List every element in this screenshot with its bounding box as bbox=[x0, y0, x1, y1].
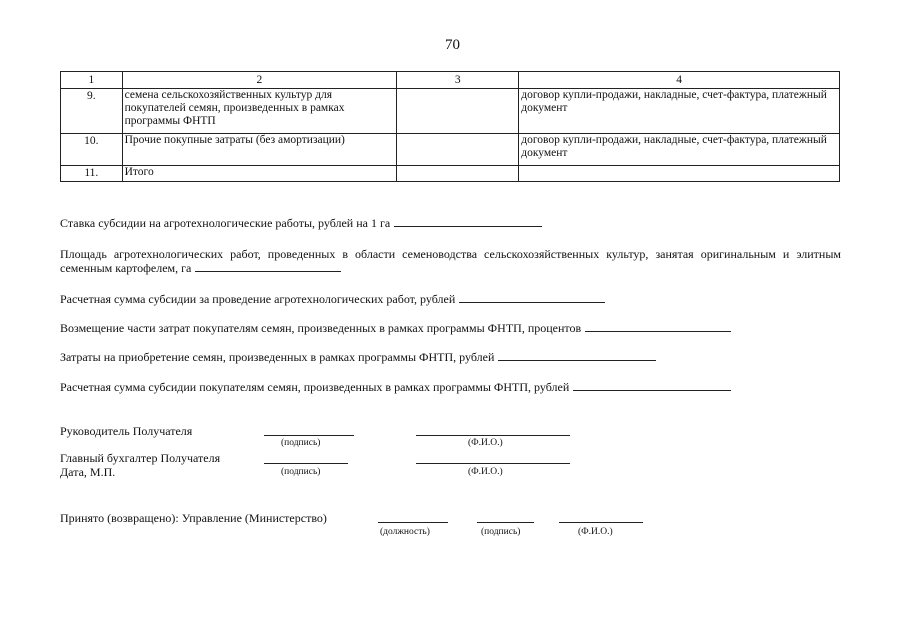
table-header-cell: 3 bbox=[397, 72, 519, 89]
seed-costs-blank[interactable] bbox=[498, 350, 656, 361]
calc-agro-field bbox=[60, 292, 605, 307]
head-name-caption: (Ф.И.О.) bbox=[468, 438, 503, 448]
table-row bbox=[61, 89, 840, 134]
calc-agro-label: Расчетная сумма субсидии за проведение агротехнологических работ, рублей bbox=[60, 292, 456, 306]
page-number: 70 bbox=[445, 37, 460, 53]
accepted-name-line[interactable] bbox=[559, 522, 643, 523]
row-name: семена сельскохозяйственных культур для покупателей семян, произведенных в рамках программы ФНТП bbox=[122, 89, 397, 134]
accountant-signature-caption: (подпись) bbox=[281, 467, 321, 477]
table-header-cell: 4 bbox=[519, 72, 840, 89]
table-header-cell: 1 bbox=[61, 72, 123, 89]
calc-agro-blank[interactable] bbox=[459, 292, 605, 303]
row-value bbox=[397, 89, 519, 134]
row-value bbox=[397, 166, 519, 182]
row-name: Прочие покупные затраты (без амортизации) bbox=[122, 134, 397, 166]
calc-buyers-field bbox=[60, 380, 731, 395]
calc-buyers-blank[interactable] bbox=[573, 380, 731, 391]
accountant-label: Главный бухгалтер Получателя bbox=[60, 451, 221, 465]
calc-buyers-label: Расчетная сумма субсидии покупателям семян, произведенных в рамках программы ФНТП, рублей bbox=[60, 380, 570, 394]
row-docs bbox=[519, 166, 840, 182]
area-label: Площадь агротехнологических работ, проведенных в области семеноводства сельскохозяйственных культур, занятая оригинальным и элитным семенным картофелем, га bbox=[60, 247, 841, 275]
cost-table bbox=[60, 71, 840, 182]
compensation-field bbox=[60, 321, 731, 336]
area-blank[interactable] bbox=[195, 261, 341, 272]
head-signature-line[interactable] bbox=[264, 435, 354, 436]
accepted-position-caption: (должность) bbox=[380, 527, 430, 537]
compensation-blank[interactable] bbox=[585, 321, 731, 332]
accepted-label: Принято (возвращено): Управление (Министерство) bbox=[60, 511, 327, 525]
table-header-cell: 2 bbox=[122, 72, 397, 89]
accepted-name-caption: (Ф.И.О.) bbox=[578, 527, 613, 537]
row-number: 9. bbox=[61, 89, 123, 134]
area-field bbox=[60, 247, 841, 275]
rate-field bbox=[60, 216, 542, 231]
accountant-name-line[interactable] bbox=[416, 463, 570, 464]
row-docs: договор купли-продажи, накладные, счет-фактура, платежный документ bbox=[519, 134, 840, 166]
rate-label: Ставка субсидии на агротехнологические работы, рублей на 1 га bbox=[60, 216, 391, 230]
row-number: 10. bbox=[61, 134, 123, 166]
head-label: Руководитель Получателя bbox=[60, 424, 193, 438]
accountant-signature-line[interactable] bbox=[264, 463, 348, 464]
accountant-name-caption: (Ф.И.О.) bbox=[468, 467, 503, 477]
table-row bbox=[61, 166, 840, 182]
table-row bbox=[61, 134, 840, 166]
row-name: Итого bbox=[122, 166, 397, 182]
compensation-label: Возмещение части затрат покупателям семян, произведенных в рамках программы ФНТП, процентов bbox=[60, 321, 582, 335]
accepted-signature-line[interactable] bbox=[477, 522, 534, 523]
head-signature-caption: (подпись) bbox=[281, 438, 321, 448]
seed-costs-field bbox=[60, 350, 656, 365]
table-header-row bbox=[61, 72, 840, 89]
rate-blank[interactable] bbox=[394, 216, 542, 227]
accepted-signature-caption: (подпись) bbox=[481, 527, 521, 537]
row-number: 11. bbox=[61, 166, 123, 182]
seed-costs-label: Затраты на приобретение семян, произведенных в рамках программы ФНТП, рублей bbox=[60, 350, 495, 364]
accepted-position-line[interactable] bbox=[378, 522, 448, 523]
head-name-line[interactable] bbox=[416, 435, 570, 436]
row-value bbox=[397, 134, 519, 166]
date-label: Дата, М.П. bbox=[60, 465, 116, 479]
row-docs: договор купли-продажи, накладные, счет-фактура, платежный документ bbox=[519, 89, 840, 134]
